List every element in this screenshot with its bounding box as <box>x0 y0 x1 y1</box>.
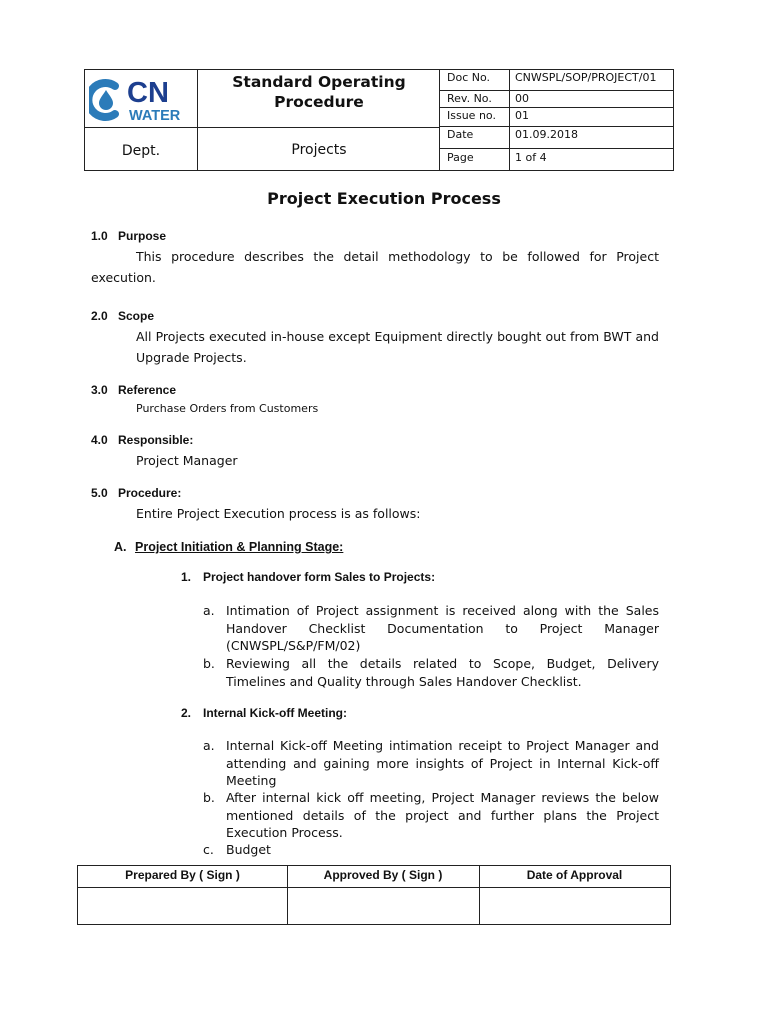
sop-title <box>199 72 439 112</box>
section-number: 5.0 <box>91 486 108 500</box>
item-text: After internal kick off meeting, Project Manager reviews the below mentioned details of the project and further plans the Project Execution Process. <box>226 790 659 840</box>
scope-text: All Projects executed in-house except Equipment directly bought out from BWT and Upgrade Projects. <box>136 329 659 365</box>
doc-no-value: CNWSPL/SOP/PROJECT/01 <box>515 71 657 84</box>
section-number: 1.0 <box>91 229 108 243</box>
item-text: Reviewing all the details related to Scope, Budget, Delivery Timelines and Quality through Sales Handover Checklist. <box>226 656 659 689</box>
stage-marker: A. <box>114 540 127 554</box>
issue-no-value: 01 <box>515 109 529 122</box>
item-text: Budget <box>226 842 271 857</box>
dept-value: Projects <box>291 142 347 158</box>
rev-no-label: Rev. No. <box>447 92 492 105</box>
list-item <box>203 789 659 842</box>
divider <box>439 70 440 170</box>
section-heading-scope <box>91 309 154 323</box>
date-value: 01.09.2018 <box>515 128 578 141</box>
divider <box>439 126 673 127</box>
section-title: Procedure: <box>118 486 182 500</box>
logo-main-text: CN <box>127 77 169 109</box>
stage-heading <box>114 540 343 554</box>
section-number: 2.0 <box>91 309 108 323</box>
section-heading-responsible <box>91 433 193 447</box>
item-marker: b. <box>203 790 215 805</box>
divider <box>509 70 510 170</box>
divider <box>439 107 673 108</box>
divider <box>439 148 673 149</box>
step-title: Internal Kick-off Meeting: <box>203 706 348 720</box>
section-title: Reference <box>118 383 177 397</box>
dept-label: Dept. <box>121 143 161 159</box>
section-heading-procedure <box>91 486 181 500</box>
sop-title-line1: Standard Operating <box>232 73 406 91</box>
step-heading <box>181 570 435 584</box>
item-marker: c. <box>203 842 214 857</box>
page-label: Page <box>447 151 474 164</box>
section-title: Responsible: <box>118 433 194 447</box>
sop-title-line2: Procedure <box>274 93 364 111</box>
divider <box>78 887 670 888</box>
doc-no-label: Doc No. <box>447 71 491 84</box>
rev-no-value: 00 <box>515 92 529 105</box>
document-title: Project Execution Process <box>267 189 501 208</box>
section-heading-reference <box>91 383 176 397</box>
section-title: Purpose <box>118 229 167 243</box>
water-drop-logo-icon <box>89 72 197 128</box>
item-text: Intimation of Project assignment is received along with the Sales Handover Checklist Documentation to Project Manager (CNWSPL/S&P/FM/02) <box>226 603 659 653</box>
section-title: Scope <box>118 309 155 323</box>
reference-text: Purchase Orders from Customers <box>136 402 319 415</box>
section-heading-purpose <box>91 229 166 243</box>
issue-no-label: Issue no. <box>447 109 496 122</box>
signature-table <box>77 865 671 925</box>
purpose-text: This procedure describes the detail methodology to be followed for Project execution. <box>91 249 659 285</box>
date-label: Date <box>447 128 474 141</box>
step-heading <box>181 706 347 720</box>
responsible-text: Project Manager <box>136 453 238 468</box>
step-title: Project handover form Sales to Projects: <box>203 570 436 584</box>
logo-sub-text: WATER <box>129 108 181 124</box>
list-item <box>203 737 659 790</box>
item-marker: a. <box>203 738 215 753</box>
item-text: Internal Kick-off Meeting intimation receipt to Project Manager and attending and gaining more insights of Project in Internal Kick-off Meeting <box>226 738 659 788</box>
prepared-by-header: Prepared By ( Sign ) <box>125 868 240 882</box>
cn-water-logo <box>89 72 197 128</box>
item-marker: a. <box>203 603 215 618</box>
divider <box>439 90 673 91</box>
section-number: 4.0 <box>91 433 108 447</box>
section-number: 3.0 <box>91 383 108 397</box>
step-marker: 1. <box>181 570 192 584</box>
procedure-text: Entire Project Execution process is as follows: <box>136 506 421 521</box>
page-value: 1 of 4 <box>515 151 547 164</box>
item-marker: b. <box>203 656 215 671</box>
list-item <box>203 602 659 655</box>
list-item <box>203 655 659 690</box>
date-of-approval-header: Date of Approval <box>526 868 623 882</box>
list-item <box>203 841 659 859</box>
divider <box>197 70 198 170</box>
step-marker: 2. <box>181 706 192 720</box>
approved-by-header: Approved By ( Sign ) <box>323 868 443 882</box>
header-table <box>84 69 674 171</box>
stage-title: Project Initiation & Planning Stage: <box>135 540 344 554</box>
